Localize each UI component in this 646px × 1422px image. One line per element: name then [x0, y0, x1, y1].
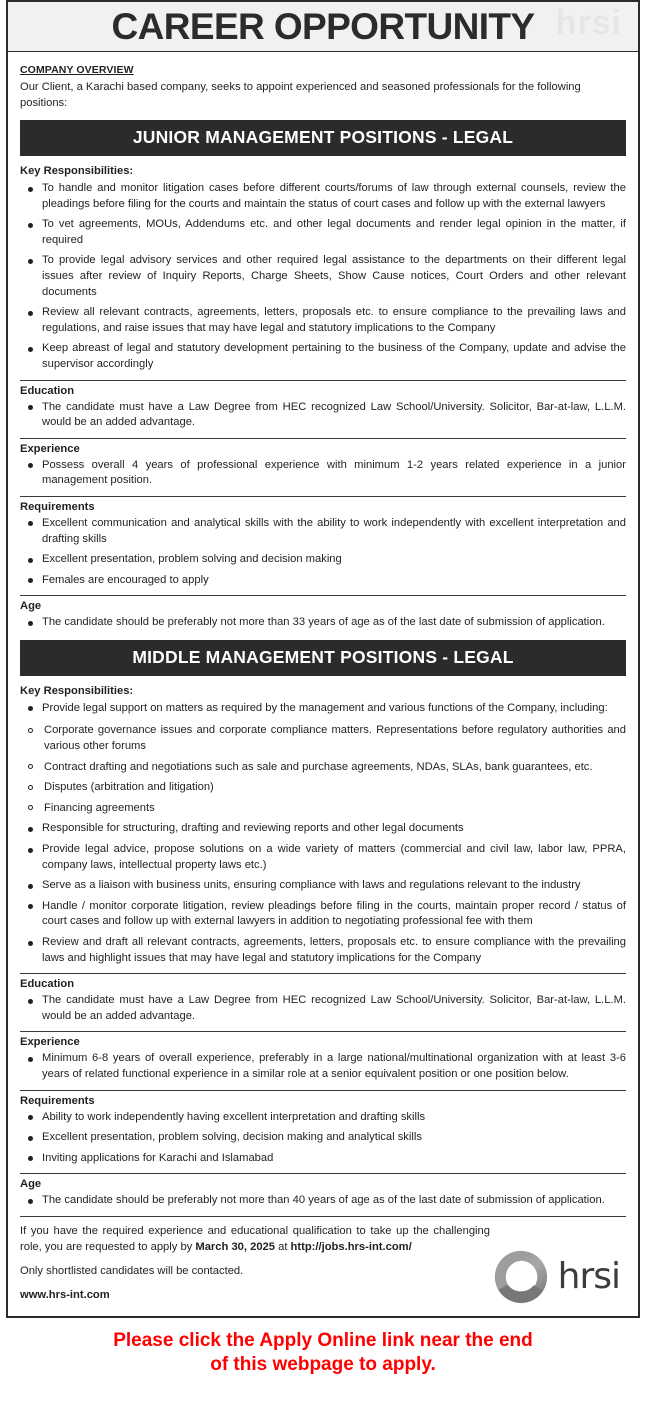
list-item: Excellent presentation, problem solving, decision making and analytical skills: [20, 1130, 626, 1146]
middle-key-responsibilities-heading: Key Responsibilities:: [20, 684, 134, 697]
company-overview-text: Our Client, a Karachi based company, seeks to appoint experienced and seasoned professionals for the following positions:: [20, 81, 581, 109]
list-item: Inviting applications for Karachi and Islamabad: [20, 1151, 626, 1167]
list-item: Keep abreast of legal and statutory development pertaining to the business of the Company, update and advise the supervisor accordingly: [20, 341, 626, 372]
section-banner-middle: MIDDLE MANAGEMENT POSITIONS - LEGAL: [20, 640, 626, 676]
list-item: The candidate must have a Law Degree from HEC recognized Law School/University. Solicitor, Bar-at-law, L.L.M. would be an added advantage.: [20, 993, 626, 1024]
list-item: Possess overall 4 years of professional experience with minimum 1-2 years related experience in a junior management position.: [20, 458, 626, 489]
hrsi-wordmark: hrsi: [557, 1255, 620, 1297]
shortlist-note: Only shortlisted candidates will be contacted.: [20, 1265, 244, 1278]
middle-key-responsibilities-sublist: [20, 723, 626, 816]
hrsi-ring-icon: [492, 1248, 550, 1306]
hrsi-watermark: hrsi: [555, 4, 622, 42]
sub-list-item: Disputes (arbitration and litigation): [20, 780, 626, 796]
middle-requirements-heading: Requirements: [20, 1094, 95, 1107]
section-banner-junior: JUNIOR MANAGEMENT POSITIONS - LEGAL: [20, 120, 626, 156]
divider: [20, 1031, 626, 1032]
title-banner: [6, 0, 640, 52]
list-item: To provide legal advisory services and other required legal assistance to the departments on their different legal issues after review of Inquiry Reports, Charge Sheets, Show Cause notices, Court Orders and other relevant documents: [20, 253, 626, 300]
divider: [20, 595, 626, 596]
advert-content: [8, 52, 638, 1316]
apply-url-link[interactable]: http://jobs.hrs-int.com/: [290, 1240, 412, 1253]
junior-key-responsibilities-heading: Key Responsibilities:: [20, 165, 134, 177]
apply-online-notice: [0, 1318, 646, 1385]
middle-experience-heading: Experience: [20, 1036, 80, 1049]
list-item: Minimum 6-8 years of overall experience, preferably in a large national/multinational organization with at least 3-6 years of related functional experience in a similar role at a senior equivalent position or one position below.: [20, 1051, 626, 1082]
sub-list-item: Financing agreements: [20, 801, 626, 817]
list-item: To vet agreements, MOUs, Addendums etc. and other legal documents and render legal opinion in the matter, if required: [20, 217, 626, 248]
apply-instruction: [20, 1224, 490, 1255]
list-item: Excellent presentation, problem solving and decision making: [20, 552, 626, 568]
divider: [20, 438, 626, 439]
sub-list-item: Corporate governance issues and corporate compliance matters. Representations before regulatory authorities and various other forums: [20, 723, 626, 754]
apply-mid-text: at: [275, 1240, 291, 1253]
middle-requirements-list: [20, 1110, 626, 1167]
footer: [20, 1221, 626, 1310]
junior-requirements-heading: Requirements: [20, 500, 95, 513]
divider: [20, 1216, 626, 1217]
notice-line-2: of this webpage to apply.: [210, 1353, 436, 1375]
apply-deadline-date: March 30, 2025: [195, 1240, 275, 1253]
divider: [20, 1173, 626, 1174]
divider: [20, 973, 626, 974]
middle-education-list: [20, 993, 626, 1024]
page-title: CAREER OPPORTUNITY: [111, 6, 535, 47]
junior-education-list: [20, 400, 626, 431]
company-overview-heading: COMPANY OVERVIEW: [20, 64, 134, 76]
divider: [20, 496, 626, 497]
junior-age-list: [20, 615, 626, 631]
middle-key-responsibilities-list: [20, 701, 626, 717]
sub-list-item: Contract drafting and negotiations such as sale and purchase agreements, NDAs, SLAs, bank guarantees, etc.: [20, 760, 626, 776]
divider: [20, 380, 626, 381]
middle-age-list: [20, 1193, 626, 1209]
middle-education-heading: Education: [20, 978, 75, 991]
company-website[interactable]: www.hrs-int.com: [20, 1288, 110, 1301]
list-item: Ability to work independently having excellent interpretation and drafting skills: [20, 1110, 626, 1126]
junior-requirements-list: [20, 516, 626, 588]
hrsi-logo: [492, 1248, 620, 1306]
junior-experience-heading: Experience: [20, 442, 80, 455]
notice-line-1: Please click the Apply Online link near the end: [113, 1329, 533, 1351]
junior-education-heading: Education: [20, 384, 75, 397]
divider: [20, 1090, 626, 1091]
junior-age-heading: Age: [20, 600, 42, 613]
list-item: Review all relevant contracts, agreements, letters, proposals etc. to ensure compliance to the prevailing laws and regulations, and raise issues that may have legal and statutory implications to the Company: [20, 305, 626, 336]
list-item: Handle / monitor corporate litigation, review pleadings before filing in the courts, maintain proper record / status of court cases and follow up with external lawyers in addition to negotiating professional fee with them: [20, 899, 626, 930]
list-item: Review and draft all relevant contracts, agreements, letters, proposals etc. to ensure compliance with the prevailing laws and highlight issues that may have legal and statutory implications for the Company: [20, 935, 626, 966]
list-item: Provide legal support on matters as required by the management and various functions of the Company, including:: [20, 701, 626, 717]
junior-key-responsibilities-list: [20, 181, 626, 373]
list-item: Serve as a liaison with business units, ensuring compliance with laws and regulations relevant to the industry: [20, 878, 626, 894]
list-item: Responsible for structuring, drafting and reviewing reports and other legal documents: [20, 821, 626, 837]
advert-frame: [6, 52, 640, 1318]
list-item: Provide legal advice, propose solutions on a wide variety of matters (commercial and civil law, labor law, PPRA, company laws, intellectual property laws etc.): [20, 842, 626, 873]
middle-key-responsibilities-list-rest: [20, 821, 626, 966]
list-item: The candidate should be preferably not more than 40 years of age as of the last date of submission of application.: [20, 1193, 626, 1209]
list-item: To handle and monitor litigation cases before different courts/forums of law through external counsels, review the pleadings before filing for the courts and maintain the status of court cases and follow up with the external lawyers: [20, 181, 626, 212]
middle-experience-list: [20, 1051, 626, 1082]
list-item: Females are encouraged to apply: [20, 573, 626, 589]
list-item: The candidate must have a Law Degree from HEC recognized Law School/University. Solicitor, Bar-at-law, L.L.M. would be an added advantage.: [20, 400, 626, 431]
apply-prefix-text: If you have the required experience and educational qualification to take up the challenging role, you are requested to apply by: [20, 1224, 490, 1253]
middle-age-heading: Age: [20, 1178, 42, 1191]
list-item: Excellent communication and analytical skills with the ability to work independently with excellent interpretation and drafting skills: [20, 516, 626, 547]
list-item: The candidate should be preferably not more than 33 years of age as of the last date of submission of application.: [20, 615, 626, 631]
junior-experience-list: [20, 458, 626, 489]
